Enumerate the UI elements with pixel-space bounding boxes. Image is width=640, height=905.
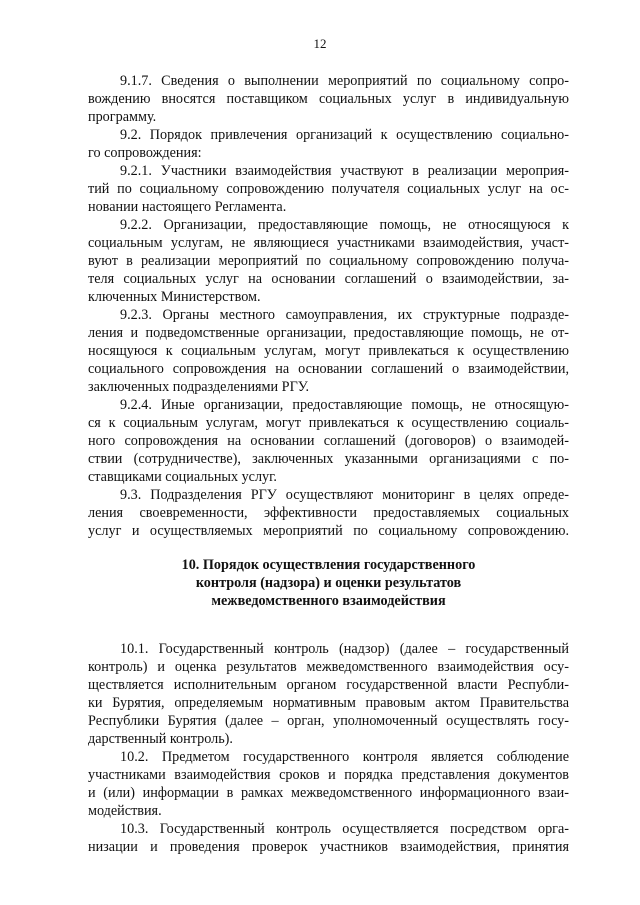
text-line: социальным услугам, не являющиеся участниками взаимодействия, участ-: [88, 235, 569, 251]
text-line: 10.3. Государственный контроль осуществляется посредством орга-: [120, 821, 569, 837]
text-line: ся к социальным услугам, могут привлекаться к осуществлению социаль-: [88, 415, 569, 431]
text-line: новании настоящего Регламента.: [88, 199, 287, 215]
text-line: Республики Бурятия (далее – орган, уполномоченный осуществлять госу-: [88, 713, 569, 729]
text-line: 9.2.1. Участники взаимодействия участвуют в реализации мероприя-: [120, 163, 569, 179]
text-line: ного сопровождения на основании соглашений (договоров) о взаимодей-: [88, 433, 569, 449]
text-line: ления своевременности, эффективности предоставляемых социальных: [88, 505, 569, 521]
text-line: 9.1.7. Сведения о выполнении мероприятий по социальному сопро-: [120, 73, 569, 89]
text-line: го сопровождения:: [88, 145, 202, 161]
text-line: заключенных подразделениями РГУ.: [88, 379, 310, 395]
text-line: вуют в реализации мероприятий по социальному сопровождению получа-: [88, 253, 569, 269]
text-line: ления и подведомственные организации, предоставляющие помощь, не от-: [88, 325, 569, 341]
text-line: ключенных Министерством.: [88, 289, 261, 305]
text-line: услуг и осуществляемых мероприятий по социальному сопровождению.: [88, 523, 569, 539]
text-line: 10.2. Предметом государственного контроля является соблюдение: [120, 749, 569, 765]
text-line: низации и проведения проверок участников взаимодействия, принятия: [88, 839, 569, 855]
text-line: 9.2. Порядок привлечения организаций к осуществлению социально-: [120, 127, 569, 143]
text-line: модействия.: [88, 803, 162, 819]
text-line: ществляется исполнительным органом государственной власти Республи-: [88, 677, 569, 693]
text-line: носящуюся к социальным услугам, могут привлекаться к осуществлению: [88, 343, 569, 359]
section-heading-line: межведомственного взаимодействия: [211, 593, 446, 609]
text-line: 9.2.2. Организации, предоставляющие помощь, не относящуюся к: [120, 217, 569, 233]
text-line: дарственный контроль).: [88, 731, 233, 747]
text-line: вождению вносятся поставщиком социальных услуг в индивидуальную: [88, 91, 569, 107]
text-line: социального сопровождения на основании соглашений о взаимодействии,: [88, 361, 569, 377]
text-line: и (или) информации в рамках межведомственного информационного взаи-: [88, 785, 569, 801]
text-line: 10.1. Государственный контроль (надзор) (далее – государственный: [120, 641, 569, 657]
text-line: программу.: [88, 109, 157, 125]
text-line: 9.3. Подразделения РГУ осуществляют мониторинг в целях опреде-: [120, 487, 569, 503]
section-heading-line: 10. Порядок осуществления государственного: [181, 557, 476, 573]
text-line: ки Бурятия, определяемым нормативным правовым актом Правительства: [88, 695, 569, 711]
text-line: теля социальных услуг на основании соглашений о взаимодействии, за-: [88, 271, 569, 287]
page-number: 12: [313, 36, 327, 51]
text-line: участниками взаимодействия сроков и порядка представления документов: [88, 767, 569, 783]
text-line: ставщиками социальных услуг.: [88, 469, 277, 485]
section-heading-line: контроля (надзора) и оценки результатов: [195, 575, 462, 591]
text-line: контроль) и оценка результатов межведомственного взаимодействия осу-: [88, 659, 569, 675]
text-line: ствии (сотрудничестве), заключенных указанными организациями с по-: [88, 451, 569, 467]
text-line: 9.2.4. Иные организации, предоставляющие помощь, не относящую-: [120, 397, 569, 413]
text-line: тий по социальному сопровождению получателя социальных услуг на ос-: [88, 181, 569, 197]
text-line: 9.2.3. Органы местного самоуправления, их структурные подразде-: [120, 307, 569, 323]
